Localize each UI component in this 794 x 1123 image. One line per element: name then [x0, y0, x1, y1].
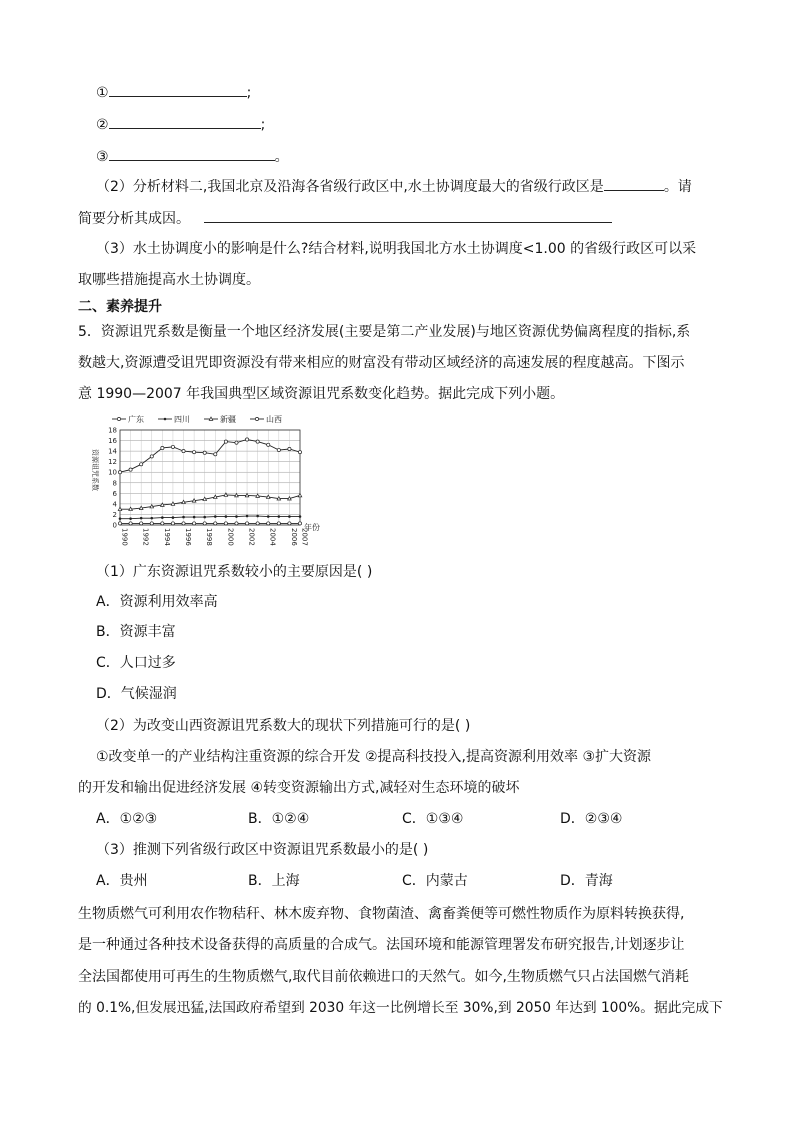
data-point [245, 438, 248, 441]
q6-line4: 的 0.1%,但发展迅猛,法国政府希望到 2030 年这一比例增长至 30%,到 2050 年达到 100%。据此完成下 [78, 1000, 723, 1016]
circled-number-2: ② [96, 117, 109, 133]
q6-line2: 是一种通过各种技术设备获得的高质量的合成气。法国环境和能源管理署发布研究报告,计划逐步让 [78, 937, 685, 953]
data-point [299, 515, 302, 518]
data-point [214, 453, 217, 456]
data-point [256, 494, 260, 497]
data-point [192, 499, 196, 502]
data-point [182, 450, 185, 453]
data-point [246, 515, 249, 518]
x-tick-label: 1998 [205, 528, 214, 546]
data-point [161, 522, 164, 525]
data-point [288, 522, 291, 525]
plot-frame [120, 430, 300, 525]
data-point [278, 515, 281, 518]
data-point [182, 500, 186, 503]
legend-marker [164, 418, 167, 421]
question-text: 。请 [663, 179, 692, 195]
data-point [214, 515, 217, 518]
data-point [193, 516, 196, 519]
data-point [256, 440, 259, 443]
q5-sub2-stem: （2）为改变山西资源诅咒系数大的现状下列措施可行的是( ) [96, 718, 471, 734]
data-point [203, 516, 206, 519]
data-point [245, 493, 249, 496]
x-tick-label: 2000 [226, 528, 235, 546]
legend-marker [117, 417, 120, 420]
q5-sub3-option-c[interactable]: C．内蒙古 [402, 873, 468, 889]
answer-line-2 [96, 114, 265, 135]
q4-sub3-line1: （3）水土协调度小的影响是什么?结合材料,说明我国北方水土协调度<1.00 的省级行政区可以采 [96, 241, 697, 257]
answer-line-1 [96, 82, 251, 103]
legend-label: 新疆 [220, 415, 236, 424]
answer-blank-reason[interactable] [204, 208, 612, 223]
x-tick-label: 1992 [141, 528, 150, 546]
data-point [277, 497, 281, 500]
data-point [172, 516, 175, 519]
y-tick-label: 4 [112, 500, 117, 509]
data-point [213, 495, 217, 498]
y-tick-label: 14 [108, 447, 117, 456]
data-point [298, 451, 301, 454]
q5-sub1-option-d[interactable]: D．气候湿润 [96, 686, 177, 702]
circled-number-3: ③ [96, 149, 109, 165]
data-point [256, 522, 259, 525]
punctuation: 。 [274, 149, 289, 165]
data-point [203, 522, 206, 525]
data-point [203, 451, 206, 454]
q5-sub3-stem: （3）推测下列省级行政区中资源诅咒系数最小的是( ) [96, 842, 429, 858]
x-tick-label: 1990 [120, 528, 129, 546]
resource-curse-chart [80, 410, 330, 550]
data-point [245, 522, 248, 525]
y-tick-label: 2 [112, 510, 117, 519]
data-point [129, 468, 132, 471]
circled-number-1: ① [96, 85, 109, 101]
q5-sub1-option-c[interactable]: C．人口过多 [96, 655, 176, 671]
x-tick-label: 2007 [300, 528, 309, 546]
answer-blank-province[interactable] [604, 176, 664, 191]
data-point [224, 440, 227, 443]
legend-label: 四川 [174, 415, 190, 424]
data-point [171, 445, 174, 448]
data-point [150, 505, 154, 508]
chart-grid [120, 430, 300, 525]
x-tick-label: 2002 [247, 528, 256, 546]
data-point [193, 451, 196, 454]
data-point [235, 522, 238, 525]
data-point [139, 506, 143, 509]
y-tick-label: 8 [112, 479, 117, 488]
legend-label: 山西 [266, 415, 282, 424]
x-axis-label: 年份 [304, 523, 320, 532]
q5-sub3-option-a[interactable]: A．贵州 [96, 873, 148, 889]
y-tick-label: 6 [112, 489, 117, 498]
data-point [118, 507, 122, 510]
punctuation: ; [260, 117, 266, 133]
data-point [161, 516, 164, 519]
data-point [129, 522, 132, 525]
data-point [140, 517, 143, 520]
data-point [225, 515, 228, 518]
data-point [193, 522, 196, 525]
x-tick-label: 1996 [184, 528, 193, 546]
data-point [161, 446, 164, 449]
q4-sub2-line1 [96, 176, 692, 197]
y-tick-label: 0 [112, 521, 117, 530]
data-point [150, 517, 153, 520]
y-axis-label: 资源诅咒系数 [91, 449, 99, 491]
legend-marker [255, 417, 258, 420]
data-point [203, 497, 207, 500]
q5-sub1-option-b[interactable]: B．资源丰富 [96, 624, 176, 640]
answer-blank-3[interactable] [109, 146, 275, 161]
answer-line-3 [96, 146, 289, 167]
y-tick-label: 18 [108, 426, 117, 435]
data-point [288, 515, 291, 518]
q5-sub2-statement-line2: 的开发和输出促进经济发展 ④转变资源输出方式,减轻对生态环境的破坏 [78, 780, 520, 796]
x-tick-label: 2006 [289, 528, 298, 546]
q5-sub2-statement-line1: ①改变单一的产业结构注重资源的综合开发 ②提高科技投入,提高资源利用效率 ③扩大资源 [96, 749, 652, 765]
q5-intro-line3: 意 1990—2007 年我国典型区域资源诅咒系数变化趋势。据此完成下列小题。 [78, 386, 565, 402]
q5-sub3-option-b[interactable]: B．上海 [248, 873, 300, 889]
data-point [150, 455, 153, 458]
data-point [235, 441, 238, 444]
answer-blank-2[interactable] [109, 114, 261, 129]
q5-sub2-option-b[interactable]: B．①②④ [248, 811, 310, 827]
q5-sub1-option-a[interactable]: A．资源利用效率高 [96, 594, 218, 610]
data-point [214, 522, 217, 525]
data-point [288, 497, 292, 500]
data-point [140, 463, 143, 466]
chart-axes [108, 427, 308, 547]
x-tick-label: 2004 [268, 528, 277, 546]
series-line [120, 516, 300, 519]
q6-line3: 全法国都使用可再生的生物质燃气,取代目前依赖进口的天然气。如今,生物质燃气只占法国燃气消耗 [78, 969, 689, 985]
q5-sub2-option-c[interactable]: C．①③④ [402, 811, 464, 827]
y-tick-label: 12 [108, 458, 117, 467]
data-point [298, 493, 302, 496]
data-point [161, 503, 165, 506]
question-text: 简要分析其成因。 [78, 211, 190, 227]
data-point [182, 516, 185, 519]
data-point [171, 502, 175, 505]
series-line [120, 495, 300, 509]
y-tick-label: 10 [108, 468, 117, 477]
q5-intro-line1: 5．资源诅咒系数是衡量一个地区经济发展(主要是第二产业发展)与地区资源优势偏离程度的指标,系 [78, 324, 691, 340]
q5-sub2-option-a[interactable]: A．①②③ [96, 811, 158, 827]
data-point [267, 522, 270, 525]
q6-line1: 生物质燃气可利用农作物秸秆、林木废弃物、食物菌渣、禽畜粪便等可燃性物质作为原料转换获得, [78, 906, 685, 922]
punctuation: ; [246, 85, 252, 101]
data-point [150, 522, 153, 525]
data-point [129, 517, 132, 520]
data-point [171, 522, 174, 525]
data-point [267, 515, 270, 518]
data-point [266, 495, 270, 498]
q5-sub2-option-d[interactable]: D．②③④ [560, 811, 623, 827]
data-point [140, 522, 143, 525]
data-point [256, 515, 259, 518]
section-title: 二、素养提升 [78, 299, 162, 315]
legend-marker [209, 417, 213, 420]
data-point [119, 517, 122, 520]
data-point [235, 515, 238, 518]
data-point [267, 443, 270, 446]
x-tick-label: 1994 [162, 528, 171, 546]
data-point [224, 522, 227, 525]
q4-sub2-line2 [78, 208, 612, 229]
q5-intro-line2: 数越大,资源遭受诅咒即资源没有带来相应的财富没有带动区域经济的高速发展的程度越高。下图示 [78, 355, 685, 371]
data-point [129, 507, 133, 510]
series-line [120, 440, 300, 473]
answer-blank-1[interactable] [109, 82, 247, 97]
data-point [288, 447, 291, 450]
data-point [277, 448, 280, 451]
legend-label: 广东 [128, 415, 144, 424]
q4-sub3-line2: 取哪些措施提高水土协调度。 [78, 272, 260, 288]
chart-legend [112, 414, 282, 424]
q5-sub1-stem: （1）广东资源诅咒系数较小的主要原因是( ) [96, 564, 373, 580]
data-point [118, 471, 121, 474]
q5-sub3-option-d[interactable]: D．青海 [560, 873, 613, 889]
data-point [118, 522, 121, 525]
question-text: （2）分析材料二,我国北京及沿海各省级行政区中,水土协调度最大的省级行政区是 [96, 179, 604, 195]
data-point [277, 522, 280, 525]
y-tick-label: 16 [108, 437, 117, 446]
data-point [182, 522, 185, 525]
data-point [235, 493, 239, 496]
data-point [298, 522, 301, 525]
